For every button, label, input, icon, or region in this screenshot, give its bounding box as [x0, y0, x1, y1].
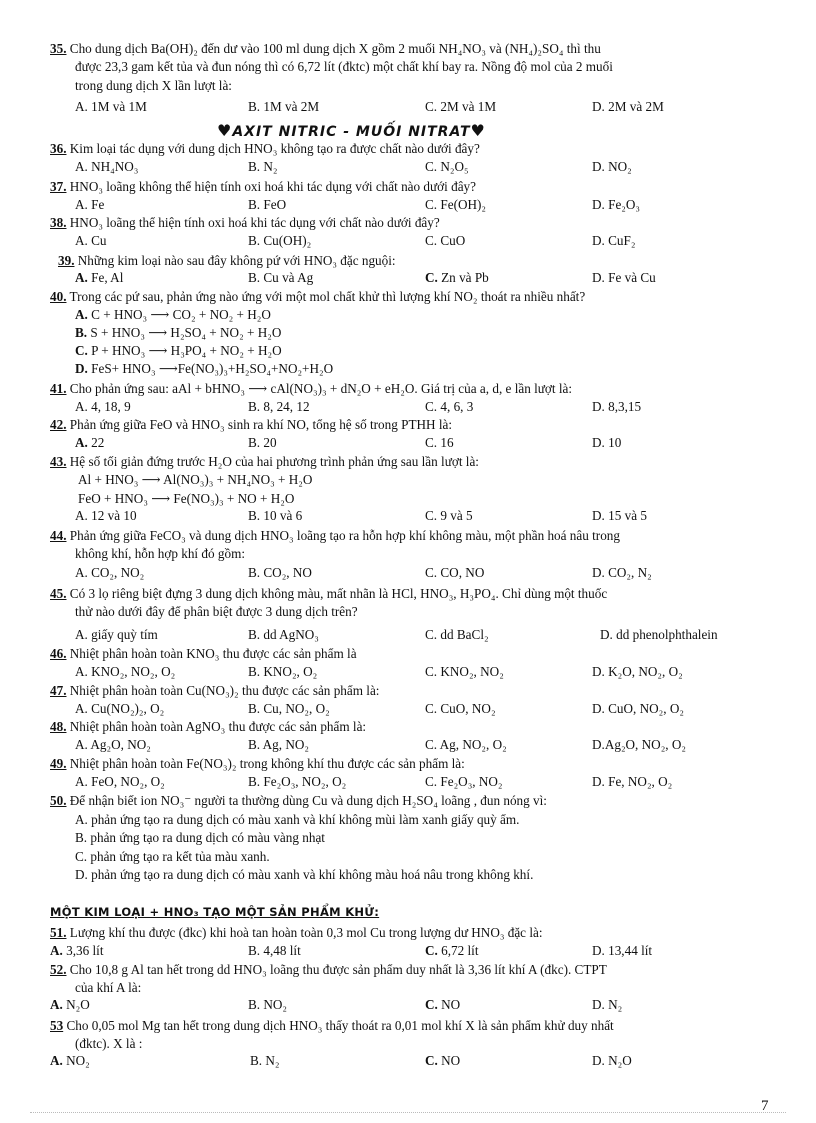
answer-option[interactable]: C. 2M và 1M — [425, 99, 497, 114]
question-line — [50, 585, 607, 603]
page-number: 7 — [761, 1098, 769, 1114]
answer-option[interactable]: D. N₂O — [592, 1053, 632, 1068]
answer-option[interactable]: C. 9 và 5 — [425, 508, 473, 523]
answer-option[interactable]: A. NH₄NO₃ — [75, 159, 139, 174]
question-line — [75, 545, 245, 563]
option-letter: A. — [50, 997, 63, 1012]
question-line — [50, 527, 620, 545]
question-line — [78, 490, 294, 508]
question-text: (đktc). X là : — [75, 1036, 143, 1052]
answer-option[interactable]: C. phản ứng tạo ra kết tủa màu xanh. — [75, 849, 270, 864]
answer-option[interactable]: B. Cu và Ag — [248, 270, 314, 285]
answer-option[interactable]: A. Cu — [75, 233, 107, 248]
heart-icon: ♥ — [470, 121, 486, 140]
question-number: 41. — [50, 381, 67, 396]
question-line — [50, 755, 465, 773]
question-text: Trong các pứ sau, phản ứng nào ứng với một mol chất khử thì lượng khí NO₂ thoát ra nhiều nhất? — [69, 289, 586, 304]
answer-option[interactable]: A. C + HNO₃ ⟶ CO₂ + NO₂ + H₂O — [75, 307, 271, 322]
answer-option[interactable]: A. 1M và 1M — [75, 99, 147, 114]
question-text: Cho dung dịch Ba(OH)₂ đến dư vào 100 ml dung dịch X gồm 2 muối NH₄NO₃ và (NH₄)₂SO₄ thì thu — [69, 41, 601, 56]
question-line — [50, 961, 607, 979]
answer-option[interactable]: C. CO, NO — [425, 565, 485, 580]
answer-option[interactable]: A. Ag₂O, NO₂ — [75, 737, 151, 752]
question-text: Phản ứng giữa FeO và HNO₃ sinh ra khí NO, tổng hệ số trong PTHH là: — [69, 417, 453, 432]
question-text: Cho 0,05 mol Mg tan hết trong dung dịch HNO₃ thấy thoát ra 0,01 mol khí X là sản phẩm khử duy nhất — [66, 1018, 614, 1033]
option-letter: A. — [50, 1053, 63, 1068]
question-text: Nhiệt phân hoàn toàn KNO₃ thu được các sản phẩm là — [69, 646, 357, 661]
question-number: 37. — [50, 179, 67, 194]
answer-option[interactable]: D. Fe và Cu — [592, 270, 656, 285]
question-line — [50, 380, 572, 398]
option-letter: C. — [75, 343, 88, 358]
answer-option[interactable]: C. 6,72 lít — [425, 943, 479, 958]
question-number: 36. — [50, 141, 67, 156]
question-number: 44. — [50, 528, 67, 543]
answer-option[interactable]: D. Fe₂O₃ — [592, 197, 641, 212]
option-letter: D. — [75, 361, 88, 376]
section-heading-axit-nitric — [217, 121, 486, 140]
answer-option[interactable]: C. 16 — [425, 435, 454, 450]
answer-option[interactable]: A. FeO, NO₂, O₂ — [75, 774, 165, 789]
answer-option[interactable]: B. Fe₂O₃, NO₂, O₂ — [248, 774, 347, 789]
answer-option[interactable]: A. N₂O — [50, 997, 90, 1012]
answer-option[interactable]: D. NO₂ — [592, 159, 632, 174]
answer-option[interactable]: A. 4, 18, 9 — [75, 399, 131, 414]
answer-option[interactable]: B. 4,48 lít — [248, 943, 301, 958]
question-line — [50, 178, 476, 196]
answer-option[interactable]: A. Cu(NO₂)₂, O₂ — [75, 701, 165, 716]
answer-option[interactable]: A. KNO₂, NO₂, O₂ — [75, 664, 176, 679]
answer-option[interactable]: C. 4, 6, 3 — [425, 399, 474, 414]
answer-option[interactable]: A. 22 — [75, 435, 105, 450]
question-line — [50, 792, 547, 810]
answer-option[interactable]: A. NO₂ — [50, 1053, 90, 1068]
answer-option[interactable]: A. 12 và 10 — [75, 508, 137, 523]
answer-option[interactable]: C. NO — [425, 997, 461, 1012]
question-line — [75, 603, 358, 621]
question-text: Nhiệt phân hoàn toàn Cu(NO₃)₂ thu được các sản phẩm là: — [69, 683, 380, 698]
question-text: Hệ số tối giản đứng trước H₂O của hai phương trình phản ứng sau lần lượt là: — [69, 454, 479, 469]
question-text: không khí, hỗn hợp khí đó gồm: — [75, 546, 245, 562]
answer-option[interactable]: D. phản ứng tạo ra dung dịch có màu xanh và khí không màu hoá nâu trong không khí. — [75, 867, 534, 882]
answer-option[interactable]: C. KNO₂, NO₂ — [425, 664, 504, 679]
answer-option[interactable]: C. N₂O₅ — [425, 159, 469, 174]
question-number: 48. — [50, 719, 67, 734]
question-number: 38. — [50, 215, 67, 230]
answer-option[interactable]: C. CuO — [425, 233, 466, 248]
question-line — [50, 718, 366, 736]
question-number: 52. — [50, 962, 67, 977]
question-line — [50, 453, 479, 471]
answer-option[interactable]: D. 2M và 2M — [592, 99, 664, 114]
answer-option[interactable]: A. Fe, Al — [75, 270, 124, 285]
question-number: 46. — [50, 646, 67, 661]
question-text: Cho phản ứng sau: aAl + bHNO₃ ⟶ cAl(NO₃)₃ + dN₂O + eH₂O. Giá trị của a, d, e lần lượt là: — [69, 381, 573, 396]
answer-option[interactable]: C. CuO, NO₂ — [425, 701, 496, 716]
answer-option[interactable]: B. N₂ — [250, 1053, 280, 1068]
question-line — [58, 252, 396, 270]
question-number: 43. — [50, 454, 67, 469]
question-line — [50, 214, 440, 232]
question-number: 50. — [50, 793, 67, 808]
answer-option[interactable]: B. FeO — [248, 197, 287, 212]
question-text: Nhiệt phân hoàn toàn AgNO₃ thu được các sản phẩm là: — [69, 719, 367, 734]
heart-icon: ♥ — [217, 121, 233, 140]
question-line — [50, 924, 543, 942]
answer-option[interactable]: D. CuO, NO₂, O₂ — [592, 701, 684, 716]
answer-option[interactable]: C. dd BaCl₂ — [425, 627, 489, 642]
question-text: Lượng khí thu được (đkc) khi hoà tan hoàn toàn 0,3 mol Cu trong lượng dư HNO₃ đặc là: — [69, 925, 543, 940]
question-number: 47. — [50, 683, 67, 698]
option-letter: C. — [425, 943, 438, 958]
answer-option[interactable]: B. NO₂ — [248, 997, 288, 1012]
answer-option[interactable]: A. CO₂, NO₂ — [75, 565, 145, 580]
option-letter: C. — [425, 270, 438, 285]
option-letter: A. — [75, 307, 88, 322]
question-line — [75, 1035, 142, 1053]
answer-option[interactable]: A. Fe — [75, 197, 105, 212]
question-text: Nhiệt phân hoàn toàn Fe(NO₃)₂ trong không khí thu được các sản phẩm là: — [69, 756, 465, 771]
question-text: Kim loại tác dụng với dung dịch HNO₃ không tạo ra được chất nào dưới đây? — [69, 141, 480, 156]
answer-option[interactable]: B. 8, 24, 12 — [248, 399, 310, 414]
option-letter: A. — [75, 435, 88, 450]
answer-option[interactable]: D. CuF₂ — [592, 233, 636, 248]
answer-option[interactable]: B. 1M và 2M — [248, 99, 320, 114]
answer-option[interactable]: D.Ag₂O, NO₂, O₂ — [592, 737, 687, 752]
question-number: 51. — [50, 925, 67, 940]
section-title: MỘT KIM LOẠI + HNO₃ TẠO MỘT SẢN PHẨM KHỬ: — [50, 905, 380, 919]
question-text: FeO + HNO₃ ⟶ Fe(NO₃)₃ + NO + H₂O — [78, 490, 295, 506]
answer-option[interactable]: C. Ag, NO₂, O₂ — [425, 737, 507, 752]
question-line — [78, 471, 312, 489]
question-text: HNO₃ loãng thể hiện tính oxi hoá khi tác dụng với chất nào dưới đây? — [69, 215, 440, 230]
answer-option[interactable]: D. CO₂, N₂ — [592, 565, 652, 580]
question-line — [50, 682, 379, 700]
section-title: AXIT NITRIC - MUỐI NITRAT — [232, 124, 471, 140]
question-text: Cho 10,8 g Al tan hết trong dd HNO₃ loãng thu được sản phẩm duy nhất là 3,36 lít khí A (đkc). CTPT — [69, 962, 607, 977]
answer-option[interactable]: D. 13,44 lít — [592, 943, 653, 958]
question-number: 49. — [50, 756, 67, 771]
answer-option[interactable]: B. KNO₂, O₂ — [248, 664, 318, 679]
question-line — [50, 1017, 614, 1035]
question-text: được 23,3 gam kết tủa và đun nóng thì có 6,72 lít (đktc) một chất khí bay ra. Nồng độ mol của 2 muối — [75, 59, 613, 75]
answer-option[interactable]: B. S + HNO₃ ⟶ H₂SO₄ + NO₂ + H₂O — [75, 325, 282, 340]
answer-option[interactable]: B. Cu(OH)₂ — [248, 233, 312, 248]
question-text: Có 3 lọ riêng biệt đựng 3 dung dịch không màu, mất nhãn là HCl, HNO₃, H₃PO₄. Chỉ dùng một thuốc — [69, 586, 608, 601]
answer-option[interactable]: B. phản ứng tạo ra dung dịch có màu vàng nhạt — [75, 830, 325, 845]
answer-option[interactable]: B. 20 — [248, 435, 277, 450]
question-text: Để nhận biết ion NO₃⁻ người ta thường dùng Cu và dung dịch H₂SO₄ loãng , đun nóng vì: — [69, 793, 547, 808]
question-text: Al + HNO₃ ⟶ Al(NO₃)₃ + NH₄NO₃ + H₂O — [78, 472, 313, 488]
question-line — [50, 140, 480, 158]
question-number: 42. — [50, 417, 67, 432]
footer-rule — [30, 1112, 786, 1113]
answer-option[interactable]: B. Cu, NO₂, O₂ — [248, 701, 330, 716]
option-letter: A. — [75, 270, 88, 285]
answer-option[interactable]: B. dd AgNO₃ — [248, 627, 319, 642]
question-text: thử nào dưới đây để phân biệt được 3 dung dịch trên? — [75, 604, 358, 620]
answer-option[interactable]: C. P + HNO₃ ⟶ H₃PO₄ + NO₂ + H₂O — [75, 343, 282, 358]
question-text: HNO₃ loãng không thể hiện tính oxi hoá khi tác dụng với chất nào dưới đây? — [69, 179, 476, 194]
question-text: Những kim loại nào sau đây không pứ với HNO₃ đặc nguội: — [77, 253, 396, 268]
answer-option[interactable]: D. FeS+ HNO₃ ⟶Fe(NO₃)₃+H₂SO₄+NO₂+H₂O — [75, 361, 334, 376]
answer-option[interactable]: D. dd phenolphthalein — [600, 627, 718, 642]
answer-option[interactable]: A. 3,36 lít — [50, 943, 104, 958]
question-line — [50, 416, 452, 434]
question-number: 40. — [50, 289, 67, 304]
question-number: 53 — [50, 1018, 64, 1033]
answer-option[interactable]: D. N₂ — [592, 997, 623, 1012]
answer-option[interactable]: C. Fe₂O₃, NO₂ — [425, 774, 503, 789]
section-heading-kim-loai — [50, 905, 379, 919]
answer-option[interactable]: D. 8,3,15 — [592, 399, 642, 414]
question-line — [50, 40, 601, 58]
question-line — [50, 288, 585, 306]
question-number: 35. — [50, 41, 67, 56]
question-text: Phản ứng giữa FeCO₃ và dung dịch HNO₃ loãng tạo ra hỗn hợp khí không màu, một phần hoá nâu trong — [69, 528, 620, 543]
question-line — [75, 58, 613, 76]
answer-option[interactable]: D. K₂O, NO₂, O₂ — [592, 664, 683, 679]
question-number: 45. — [50, 586, 67, 601]
answer-option[interactable]: D. 10 — [592, 435, 622, 450]
answer-option[interactable]: C. Zn và Pb — [425, 270, 489, 285]
question-text: trong dung dịch X lần lượt là: — [75, 77, 232, 93]
answer-option[interactable]: C. Fe(OH)₂ — [425, 197, 487, 212]
question-line — [50, 645, 357, 663]
option-letter: B. — [75, 325, 88, 340]
answer-option[interactable]: A. giấy quỳ tím — [75, 627, 158, 642]
answer-option[interactable]: B. N₂ — [248, 159, 278, 174]
question-text: của khí A là: — [75, 980, 142, 996]
answer-option[interactable]: B. Ag, NO₂ — [248, 737, 310, 752]
option-letter: A. — [50, 943, 63, 958]
option-letter: C. — [425, 997, 438, 1012]
question-number: 39. — [58, 253, 75, 268]
option-letter: C. — [425, 1053, 438, 1068]
answer-option[interactable]: D. 15 và 5 — [592, 508, 647, 523]
answer-option[interactable]: D. Fe, NO₂, O₂ — [592, 774, 673, 789]
answer-option[interactable]: C. NO — [425, 1053, 461, 1068]
answer-option[interactable]: A. phản ứng tạo ra dung dịch có màu xanh và khí không mùi làm xanh giấy quỳ ẩm. — [75, 812, 520, 827]
answer-option[interactable]: B. 10 và 6 — [248, 508, 303, 523]
question-line — [75, 979, 141, 997]
question-line — [75, 77, 232, 95]
answer-option[interactable]: B. CO₂, NO — [248, 565, 312, 580]
